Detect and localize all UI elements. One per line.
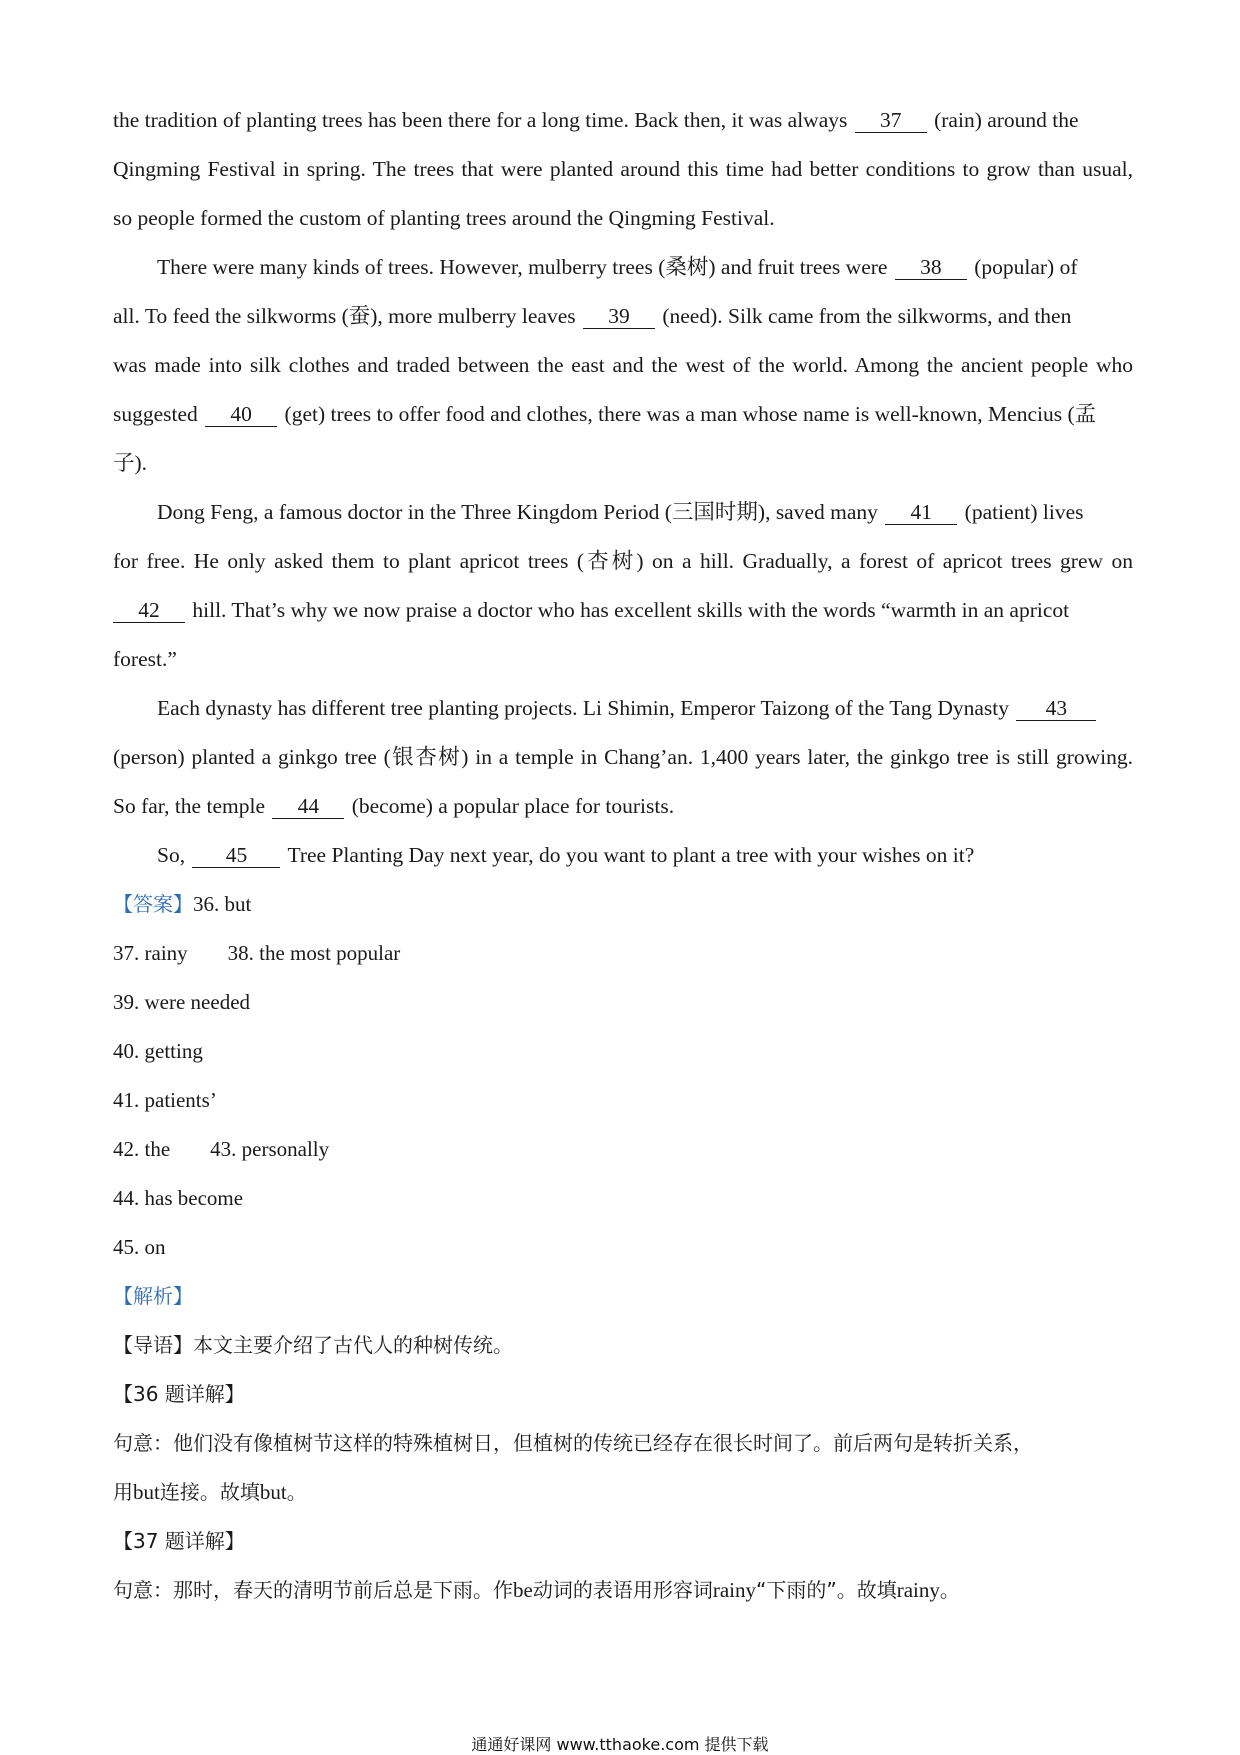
text: the tradition of planting trees has been there for a long time. Back then, it was always	[113, 108, 848, 132]
answer-43: 43. personally	[210, 1137, 330, 1161]
passage-line	[113, 488, 1133, 537]
passage-line: so people formed the custom of planting trees around the Qingming Festival.	[113, 206, 775, 230]
text: (need). Silk came from the silkworms, and then	[662, 304, 1072, 328]
document-body	[113, 96, 1133, 1615]
text: So,	[157, 843, 186, 867]
passage-line	[113, 586, 1133, 635]
text: 句意：那时，春天的清明节前后总是下雨。作	[113, 1578, 513, 1602]
answer-45: 45. on	[113, 1235, 166, 1259]
text: So far, the temple	[113, 794, 265, 818]
passage-line: (person) planted a ginkgo tree (银杏树) in a temple in Chang’an. 1,400 years later, the ginkgo tree is still growing.	[113, 745, 1133, 769]
q37-explanation	[113, 1566, 1133, 1615]
passage-line	[113, 96, 1133, 145]
analysis-tag: 【解析】	[113, 1284, 193, 1308]
passage-line	[113, 292, 1133, 341]
text: be	[513, 1578, 533, 1602]
q36-explanation-cont	[113, 1468, 1133, 1517]
q36-title: 【36 题详解】	[113, 1382, 245, 1406]
text: (get) trees to offer food and clothes, there was a man whose name is well-known, Mencius (孟	[284, 402, 1097, 426]
text: suggested	[113, 402, 198, 426]
text: but	[133, 1480, 160, 1504]
answer-42: 42. the	[113, 1137, 171, 1161]
passage-line	[113, 390, 1133, 439]
answer-38: 38. the most popular	[227, 941, 401, 965]
passage-line	[113, 243, 1133, 292]
answer-line	[113, 1125, 1133, 1174]
blank-40: 40	[205, 402, 277, 427]
text: (patient) lives	[964, 500, 1084, 524]
answer-line	[113, 929, 1133, 978]
text: rainy	[896, 1578, 940, 1602]
text: (popular) of	[974, 255, 1078, 279]
passage-line	[113, 782, 1133, 831]
text: 连接。故填	[159, 1480, 260, 1504]
passage-line: 子).	[113, 451, 148, 475]
q37-title: 【37 题详解】	[113, 1529, 245, 1553]
text: 。	[939, 1578, 960, 1602]
blank-41: 41	[885, 500, 957, 525]
text: 动词的表语用形容词	[532, 1578, 713, 1602]
blank-43: 43	[1016, 696, 1096, 721]
analysis-intro: 【导语】本文主要介绍了古代人的种树传统。	[113, 1333, 513, 1357]
text: (rain) around the	[934, 108, 1079, 132]
blank-45: 45	[192, 843, 280, 868]
blank-44: 44	[272, 794, 344, 819]
text: but	[259, 1480, 287, 1504]
answer-39: 39. were needed	[113, 990, 251, 1014]
blank-37: 37	[855, 108, 927, 133]
answer-36: 36. but	[193, 892, 252, 916]
passage-line	[113, 831, 1133, 880]
blank-39: 39	[583, 304, 655, 329]
text: rainy	[712, 1578, 756, 1602]
answer-44: 44. has become	[113, 1186, 244, 1210]
passage-line: for free. He only asked them to plant apricot trees (杏树) on a hill. Gradually, a forest of apricot trees grew on	[113, 549, 1133, 573]
blank-38: 38	[895, 255, 967, 280]
text: (become) a popular place for tourists.	[351, 794, 675, 818]
page-footer: 通通好课网 www.tthaoke.com 提供下载	[471, 1735, 769, 1754]
answer-40: 40. getting	[113, 1039, 203, 1063]
passage-line	[113, 684, 1133, 733]
answer-tag: 【答案】	[113, 892, 193, 916]
passage-line: forest.”	[113, 647, 177, 671]
answer-37: 37. rainy	[113, 941, 188, 965]
passage-line: was made into silk clothes and traded between the east and the west of the world. Among the ancient people who	[113, 353, 1133, 377]
text: There were many kinds of trees. However, mulberry trees (桑树) and fruit trees were	[157, 255, 888, 279]
text: Tree Planting Day next year, do you want to plant a tree with your wishes on it?	[287, 843, 975, 867]
text: 用	[113, 1480, 133, 1504]
passage-line: Qingming Festival in spring. The trees that were planted around this time had better conditions to grow than usual,	[113, 157, 1133, 181]
text: Dong Feng, a famous doctor in the Three Kingdom Period (三国时期), saved many	[157, 500, 878, 524]
text: hill. That’s why we now praise a doctor who has excellent skills with the words “warmth in an apricot	[192, 598, 1070, 622]
text: “下雨的”。故填	[755, 1578, 897, 1602]
answer-line	[113, 880, 1133, 929]
blank-42: 42	[113, 598, 185, 623]
answer-41: 41. patients’	[113, 1088, 217, 1112]
text: 。	[286, 1480, 307, 1504]
text: Each dynasty has different tree planting projects. Li Shimin, Emperor Taizong of the Tang Dynasty	[157, 696, 1010, 720]
text: all. To feed the silkworms (蚕), more mulberry leaves	[113, 304, 576, 328]
q36-explanation: 句意：他们没有像植树节这样的特殊植树日，但植树的传统已经存在很长时间了。前后两句是转折关系，	[113, 1431, 1033, 1455]
